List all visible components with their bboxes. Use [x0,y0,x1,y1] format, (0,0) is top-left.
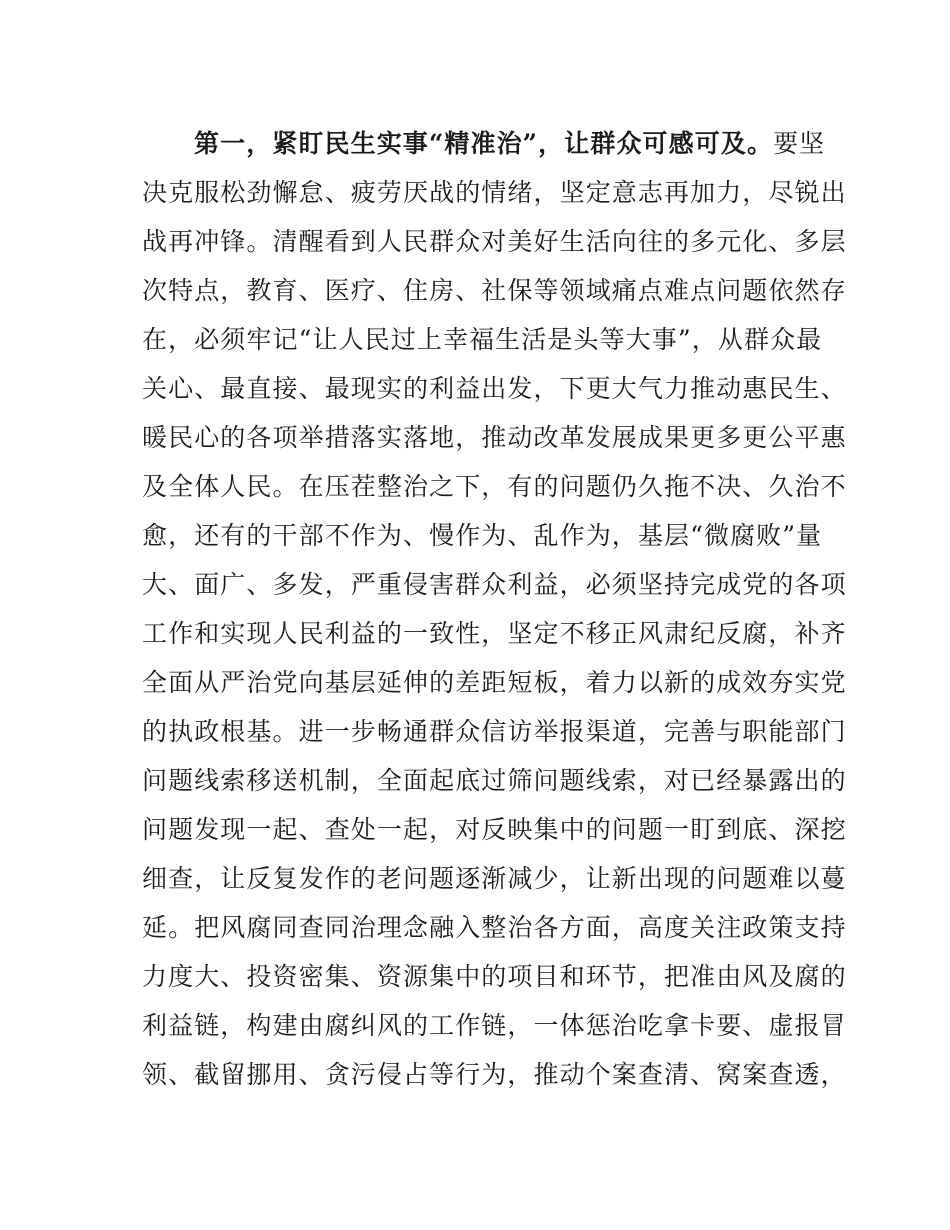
paragraph-line: 力度大、投资密集、资源集中的项目和环节，把准由风及腐的 [142,962,847,991]
paragraph-line: 领、截留挪用、贪污侵占等行为，推动个案查清、窝案查透， [142,1060,847,1089]
paragraph-line: 大、面广、多发，严重侵害群众利益，必须坚持完成党的各项 [142,570,847,599]
paragraph-line: 问题发现一起、查处一起，对反映集中的问题一盯到底、深挖 [142,815,847,844]
paragraph-line: 全面从严治党向基层延伸的差距短板，着力以新的成效夯实党 [142,668,847,697]
paragraph-line: 的执政根基。进一步畅通群众信访举报渠道，完善与职能部门 [142,717,847,746]
paragraph-line: 愈，还有的干部不作为、慢作为、乱作为，基层“微腐败”量 [142,521,823,550]
body-text [142,119,847,1099]
paragraph-line: 利益链，构建由腐纠风的工作链，一体惩治吃拿卡要、虚报冒 [142,1011,847,1040]
paragraph-line: 细查，让反复发作的老问题逐渐减少，让新出现的问题难以蔓 [142,864,847,893]
paragraph-line: 次特点，教育、医疗、住房、社保等领域痛点难点问题依然存 [142,276,847,305]
paragraph-line: 决克服松劲懈怠、疲劳厌战的情绪，坚定意志再加力，尽锐出 [142,178,847,207]
paragraph-line: 工作和实现人民利益的一致性，坚定不移正风肃纪反腐，补齐 [142,619,847,648]
paragraph-line: 问题线索移送机制，全面起底过筛问题线索，对已经暴露出的 [142,766,847,795]
paragraph-line: 在，必须牢记“让人民过上幸福生活是头等大事”，从群众最 [142,325,823,354]
paragraph-line: 延。把风腐同查同治理念融入整治各方面，高度关注政策支持 [142,913,847,942]
paragraph-line: 战再冲锋。清醒看到人民群众对美好生活向往的多元化、多层 [142,227,847,256]
paragraph-line: 关心、最直接、最现实的利益出发，下更大气力推动惠民生、 [142,374,847,403]
section-lead-heading: 第一，紧盯民生实事“精准治”，让群众可感可及。 [194,129,774,158]
paragraph-line: 暖民心的各项举措落实落地，推动改革发展成果更多更公平惠 [142,423,847,452]
first-line-continuation: 要坚 [773,129,826,158]
paragraph-line-1 [142,119,826,168]
paragraph-line: 及全体人民。在压茬整治之下，有的问题仍久拖不决、久治不 [142,472,847,501]
